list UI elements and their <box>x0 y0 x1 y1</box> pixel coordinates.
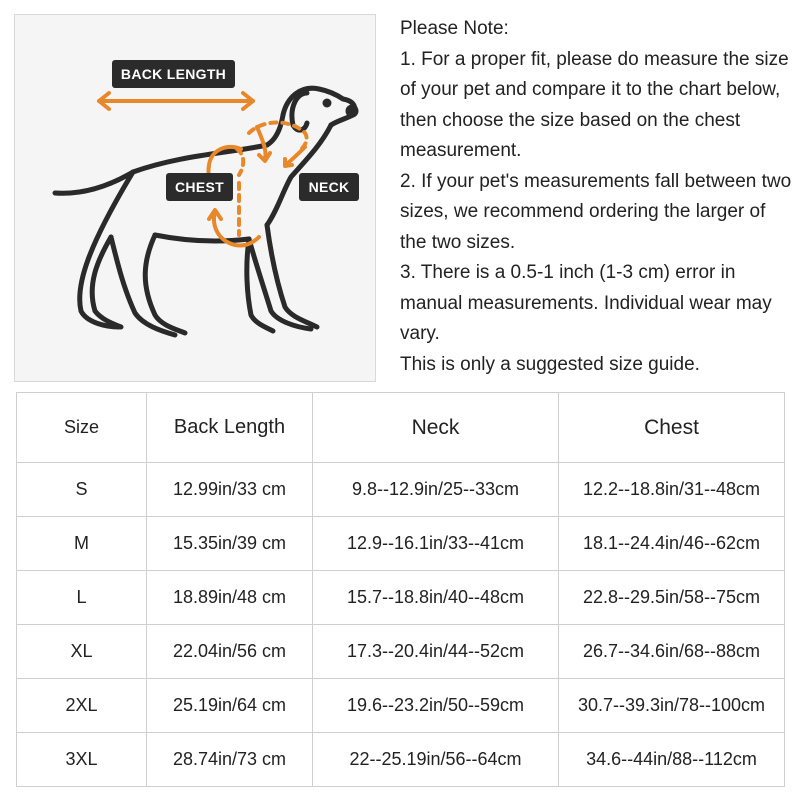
table-row <box>17 571 785 625</box>
measurement-arrows <box>99 93 307 246</box>
please-note-section <box>400 14 792 380</box>
header-neck: Neck <box>313 393 559 463</box>
back-length-cell: 25.19in/64 cm <box>147 679 313 733</box>
table-row <box>17 625 785 679</box>
chest-cell: 34.6--44in/88--112cm <box>559 733 785 787</box>
chest-label: CHEST <box>166 173 233 201</box>
back-length-cell: 28.74in/73 cm <box>147 733 313 787</box>
size-cell: S <box>17 463 147 517</box>
table-header-row <box>17 393 785 463</box>
chest-cell: 18.1--24.4in/46--62cm <box>559 517 785 571</box>
note-item-3: 3. There is a 0.5-1 inch (1-3 cm) error in manual measurements. Individual wear may vary. <box>400 262 772 344</box>
header-size: Size <box>17 393 147 463</box>
neck-cell: 15.7--18.8in/40--48cm <box>313 571 559 625</box>
chest-cell: 30.7--39.3in/78--100cm <box>559 679 785 733</box>
table-row <box>17 463 785 517</box>
size-cell: XL <box>17 625 147 679</box>
table-row <box>17 679 785 733</box>
neck-cell: 22--25.19in/56--64cm <box>313 733 559 787</box>
back-length-cell: 18.89in/48 cm <box>147 571 313 625</box>
note-item-2: 2. If your pet's measurements fall between two sizes, we recommend ordering the larger of the two sizes. <box>400 170 792 253</box>
back-length-label: BACK LENGTH <box>112 60 235 88</box>
neck-label: NECK <box>299 173 359 201</box>
note-title: Please Note: <box>400 18 509 39</box>
size-cell: M <box>17 517 147 571</box>
back-length-cell: 15.35in/39 cm <box>147 517 313 571</box>
neck-cell: 19.6--23.2in/50--59cm <box>313 679 559 733</box>
chest-cell: 26.7--34.6in/68--88cm <box>559 625 785 679</box>
table-row <box>17 517 785 571</box>
size-chart-table <box>16 392 785 787</box>
dog-silhouette <box>55 88 356 335</box>
chest-cell: 22.8--29.5in/58--75cm <box>559 571 785 625</box>
dog-measurement-diagram <box>14 14 376 382</box>
note-item-1: 1. For a proper fit, please do measure the size of your pet and compare it to the chart below, then choose the size based on the chest measurement. <box>400 48 789 161</box>
back-length-cell: 12.99in/33 cm <box>147 463 313 517</box>
neck-cell: 12.9--16.1in/33--41cm <box>313 517 559 571</box>
chest-ring <box>237 149 243 175</box>
size-cell: 3XL <box>17 733 147 787</box>
back-length-cell: 22.04in/56 cm <box>147 625 313 679</box>
neck-cell: 9.8--12.9in/25--33cm <box>313 463 559 517</box>
table-row <box>17 733 785 787</box>
neck-cell: 17.3--20.4in/44--52cm <box>313 625 559 679</box>
size-cell: 2XL <box>17 679 147 733</box>
header-back-length: Back Length <box>147 393 313 463</box>
header-chest: Chest <box>559 393 785 463</box>
size-cell: L <box>17 571 147 625</box>
chest-cell: 12.2--18.8in/31--48cm <box>559 463 785 517</box>
note-footer: This is only a suggested size guide. <box>400 353 700 375</box>
